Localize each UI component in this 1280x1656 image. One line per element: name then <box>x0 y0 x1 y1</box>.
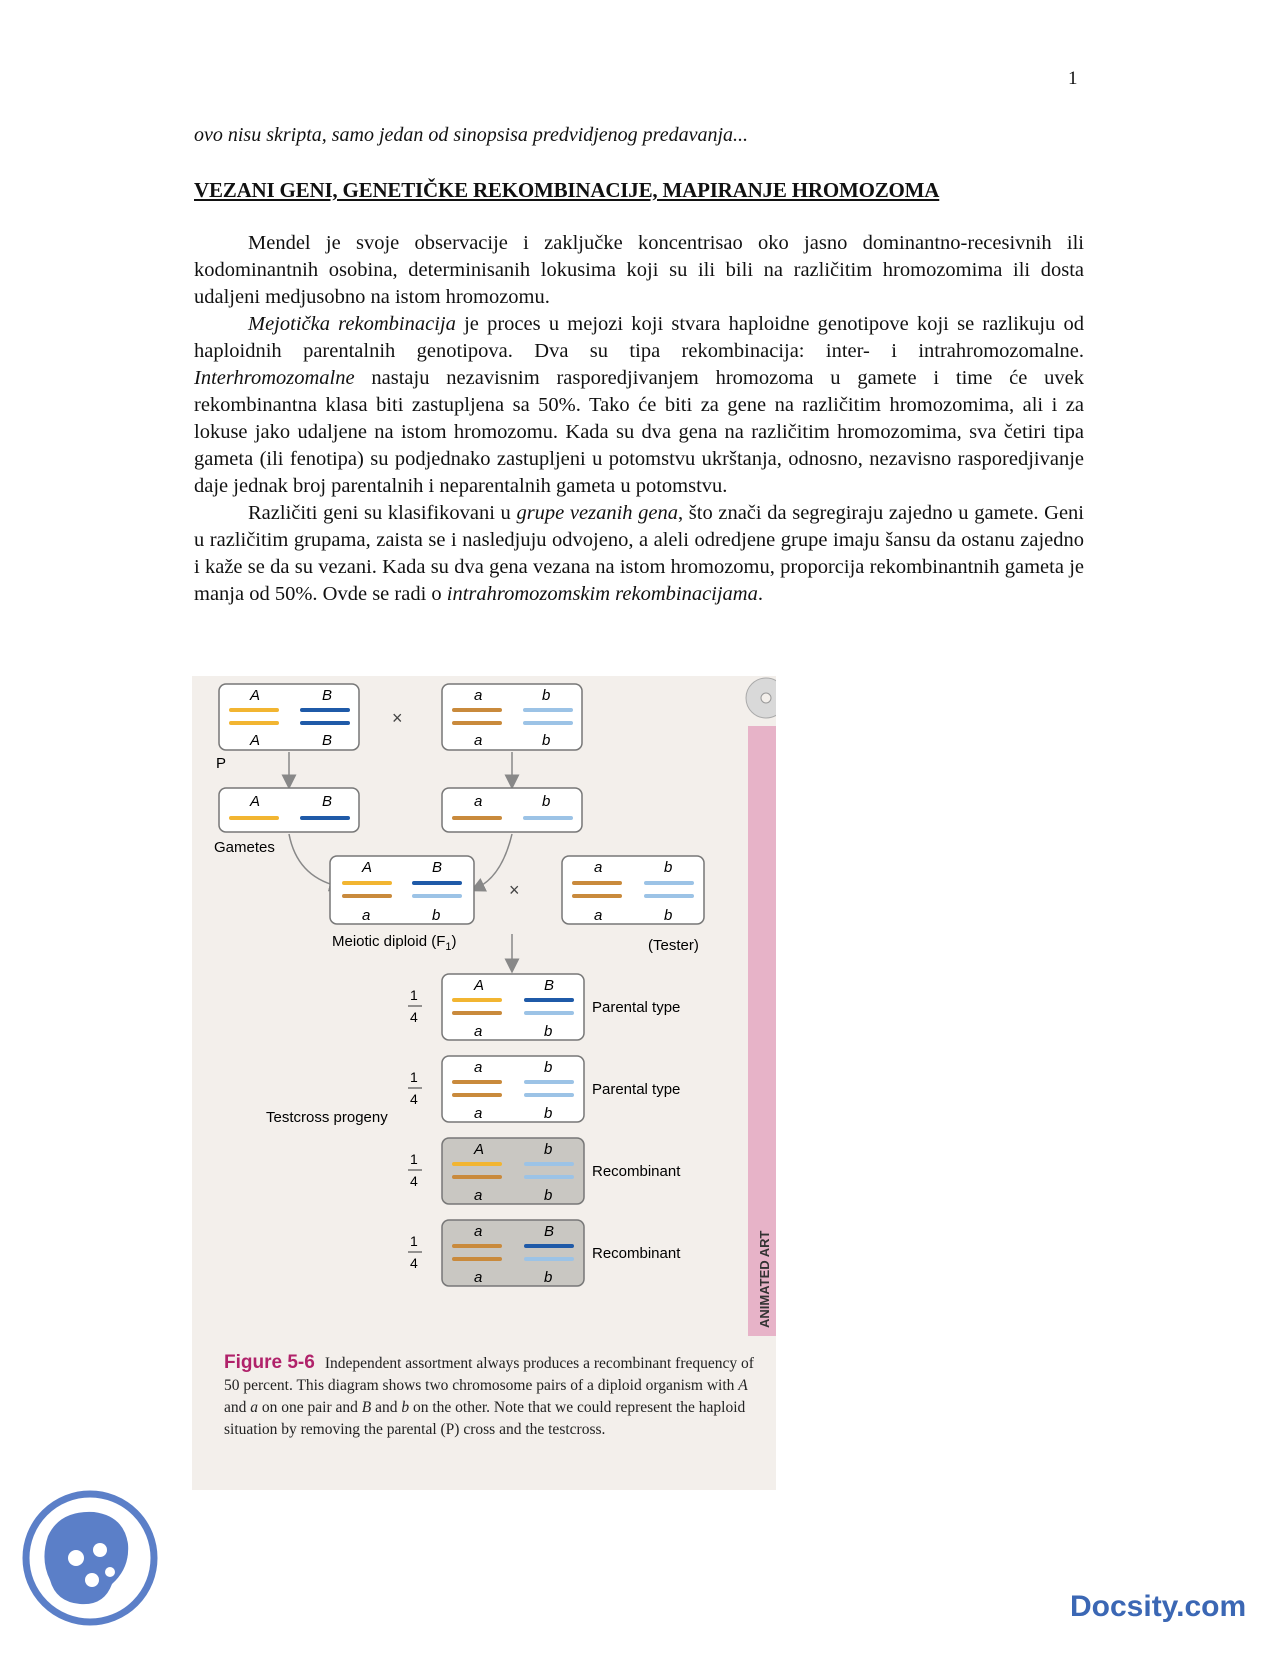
progeny-row-3 <box>408 1138 681 1204</box>
svg-text:a: a <box>474 793 483 810</box>
svg-text:4: 4 <box>410 1173 418 1189</box>
svg-text:A: A <box>362 859 373 876</box>
svg-text:b: b <box>664 907 673 924</box>
svg-text:a: a <box>594 907 603 924</box>
body-text <box>194 230 1084 608</box>
docsity-logo-icon <box>20 1488 160 1628</box>
svg-text:b: b <box>544 1269 553 1286</box>
svg-text:A: A <box>250 732 261 749</box>
svg-text:a: a <box>474 732 483 749</box>
tester-box <box>562 856 704 924</box>
paragraph-2: Mejotička rekombinacija je proces u mejozi koji stvara haploidne genotipove koji se razlikuju od haploidnih parentalnih genotipova. Dva su tipa rekombinacija: inter- i intrahromozomalne. Interhromozomalne nastaju nezavisnim rasporedjivanjem hromozoma u gamete i time će uvek rekombinantna klasa biti zastupljena sa 50%. Tako će biti za gene na različitim hromozomima, ali i za lokuse jako udaljene na istom hromozomu. Kada su dva gena na različitim hromozomima, sva četiri tipa gameta (ili fenotipa) su podjednako zastupljeni u potomstvu ukrštanja, odnosno, nezavisno rasporedjivanje daje jednak broj parentalnih i neparentalnih gameta u potomstvu. <box>194 313 1084 497</box>
svg-text:b: b <box>544 1023 553 1040</box>
f1-box <box>330 856 474 924</box>
svg-text:4: 4 <box>410 1091 418 1107</box>
svg-text:1: 1 <box>410 1233 418 1249</box>
label-gametes: Gametes <box>214 839 275 856</box>
svg-text:a: a <box>474 1223 483 1240</box>
side-label: ANIMATED ART <box>757 1230 772 1328</box>
page-number: 1 <box>1068 68 1078 89</box>
cross-symbol-2: × <box>509 880 520 900</box>
svg-text:b: b <box>544 1187 553 1204</box>
svg-text:B: B <box>432 859 443 876</box>
svg-text:B: B <box>544 1223 555 1240</box>
progeny-row-2 <box>408 1056 680 1122</box>
svg-text:1: 1 <box>410 1069 418 1085</box>
parent-box-AB <box>219 684 359 750</box>
gamete-box-ab <box>442 788 582 832</box>
svg-text:b: b <box>542 793 551 810</box>
svg-text:Parental type: Parental type <box>592 1081 681 1098</box>
svg-text:a: a <box>594 859 603 876</box>
svg-text:A: A <box>474 977 485 994</box>
svg-text:b: b <box>432 907 441 924</box>
svg-text:b: b <box>664 859 673 876</box>
svg-text:A: A <box>250 687 261 704</box>
svg-text:b: b <box>544 1059 553 1076</box>
svg-text:B: B <box>544 977 555 994</box>
paragraph-1: Mendel je svoje observacije i zaključke koncentrisao oko jasno dominantno-recesivnih ili kodominantnih osobina, determinisanih lokusima koji su ili bili na različitim hromozomima ili dosta udaljeni medjusobno na istom hromozomu. <box>194 232 1084 308</box>
svg-text:b: b <box>544 1105 553 1122</box>
svg-text:a: a <box>474 1269 483 1286</box>
gamete-box-AB <box>219 788 359 832</box>
svg-text:1: 1 <box>410 1151 418 1167</box>
svg-text:b: b <box>542 687 551 704</box>
figure-diagram <box>192 676 776 1336</box>
svg-text:a: a <box>474 1023 483 1040</box>
page-title: VEZANI GENI, GENETIČKE REKOMBINACIJE, MAPIRANJE HROMOZOMA <box>194 178 940 202</box>
label-testcross-progeny: Testcross progeny <box>266 1109 388 1126</box>
cross-symbol-1: × <box>392 708 403 728</box>
intro-note: ovo nisu skripta, samo jedan od sinopsisa predvidjenog predavanja... <box>194 124 749 146</box>
svg-text:B: B <box>322 687 333 704</box>
svg-text:4: 4 <box>410 1255 418 1271</box>
svg-text:b: b <box>542 732 551 749</box>
svg-text:b: b <box>544 1141 553 1158</box>
svg-text:Recombinant: Recombinant <box>592 1163 681 1180</box>
progeny-row-1 <box>408 974 680 1040</box>
label-tester: (Tester) <box>648 937 699 954</box>
figure-5-6 <box>192 676 776 1490</box>
figure-caption: Figure 5-6 Independent assortment always produces a recombinant frequency of 50 percent. This diagram shows two chromosome pairs of a diploid organism with A and a on one pair and B and b on the other. Note that we could represent the haploid situation by removing the parental (P) cross and the testcross. <box>224 1352 754 1438</box>
svg-text:B: B <box>322 793 333 810</box>
svg-text:Parental type: Parental type <box>592 999 681 1016</box>
paragraph-3: Različiti geni su klasifikovani u grupe vezanih gena, što znači da segregiraju zajedno u gamete. Geni u različitim grupama, zaista se i nasledjuju odvojeno, a aleli odredjene grupe imaju šansu da ostanu zajedno i kaže se da su vezani. Kada su dva gena vezana na istom hromozomu, proporcija rekombinantnih gameta je manja od 50%. Ovde se radi o intrahromozomskim rekombinacijama. <box>194 502 1084 605</box>
svg-text:A: A <box>474 1141 485 1158</box>
label-p: P <box>216 755 227 772</box>
svg-text:1: 1 <box>410 987 418 1003</box>
svg-text:A: A <box>250 793 261 810</box>
brand-wordmark[interactable]: Docsity.com <box>1070 1590 1247 1623</box>
svg-text:a: a <box>474 687 483 704</box>
svg-text:a: a <box>474 1105 483 1122</box>
svg-text:4: 4 <box>410 1009 418 1025</box>
progeny-row-4 <box>408 1220 681 1286</box>
parent-box-ab <box>442 684 582 750</box>
svg-text:a: a <box>474 1059 483 1076</box>
svg-text:a: a <box>474 1187 483 1204</box>
svg-text:B: B <box>322 732 333 749</box>
label-meiotic-diploid: Meiotic diploid $(F_1)$ <box>332 933 457 953</box>
svg-text:Recombinant: Recombinant <box>592 1245 681 1262</box>
svg-text:a: a <box>362 907 371 924</box>
